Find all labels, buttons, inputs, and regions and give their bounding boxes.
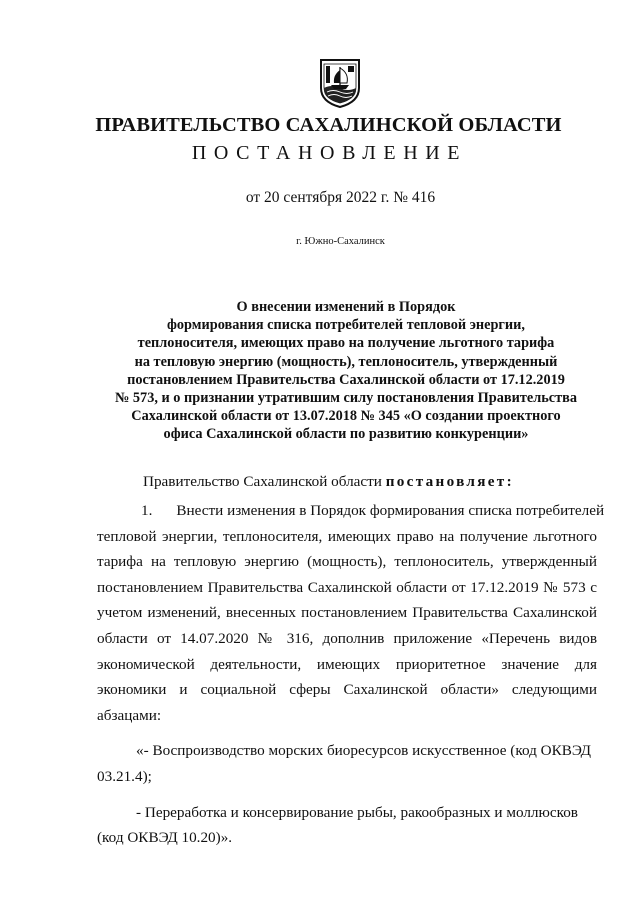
heading-line: формирования списка потребителей тепловой энергии, <box>167 317 525 334</box>
paragraph-line: экономики и социальной сферы Сахалинской области» следующими <box>97 681 597 699</box>
document-date-number: от 20 сентября 2022 г. № 416 <box>245 189 436 206</box>
document-type: ПОСТАНОВЛЕНИЕ <box>191 142 468 164</box>
heading-line: № 573, и о признании утратившим силу постановления Правительства <box>114 390 578 407</box>
sakhalin-coat-of-arms-icon <box>318 58 362 108</box>
heading-line: теплоносителя, имеющих право на получение льготного тарифа <box>137 335 555 352</box>
paragraph-line: тепловой энергии, теплоносителя, имеющих право на получение льготного <box>97 527 597 545</box>
list-item-line: «- Воспроизводство морских биоресурсов искусственное (код ОКВЭД <box>136 742 591 760</box>
decree-body <box>97 498 605 851</box>
paragraph-line <box>97 498 605 524</box>
paragraph-line: тарифа на тепловую энергию (мощность), теплоноситель, утвержденный <box>97 553 597 571</box>
paragraph-text: Внести изменения в Порядок формирования списка потребителей <box>176 502 605 519</box>
heading-line: постановлением Правительства Сахалинской области от 17.12.2019 <box>127 371 565 388</box>
decree-intro <box>143 473 514 491</box>
intro-prefix: Правительство Сахалинской области <box>143 473 386 490</box>
decree-heading <box>96 298 596 444</box>
paragraph-line: постановлением Правительства Сахалинской области от 17.12.2019 № 573 с <box>97 578 597 596</box>
list-item-line: (код ОКВЭД 10.20)». <box>97 829 233 847</box>
list-item-line: - Переработка и консервирование рыбы, ракообразных и моллюсков <box>136 803 578 821</box>
heading-line: О внесении изменений в Порядок <box>236 299 456 315</box>
heading-line: офиса Сахалинской области по развитию конкуренции» <box>163 426 529 443</box>
intro-resolves-word: постановляет: <box>385 473 514 490</box>
heading-line: Сахалинской области от 13.07.2018 № 345 «О создании проектного <box>131 408 561 425</box>
paragraph-number: 1. <box>141 502 153 519</box>
heading-line: на тепловую энергию (мощность), теплоноситель, утвержденный <box>134 353 558 370</box>
paragraph-line: области от 14.07.2020 № 316, дополнив приложение «Перечень видов <box>97 629 597 647</box>
government-title: ПРАВИТЕЛЬСТВО САХАЛИНСКОЙ ОБЛАСТИ <box>95 114 562 136</box>
list-item-line: 03.21.4); <box>97 767 152 785</box>
paragraph-line: абзацами: <box>97 706 162 724</box>
paragraph-line: экономической деятельности, имеющих приоритетное значение для <box>97 655 597 673</box>
paragraph-line: учетом изменений, внесенных постановлением Правительства Сахалинской <box>97 604 597 622</box>
document-city: г. Южно-Сахалинск <box>296 236 385 247</box>
